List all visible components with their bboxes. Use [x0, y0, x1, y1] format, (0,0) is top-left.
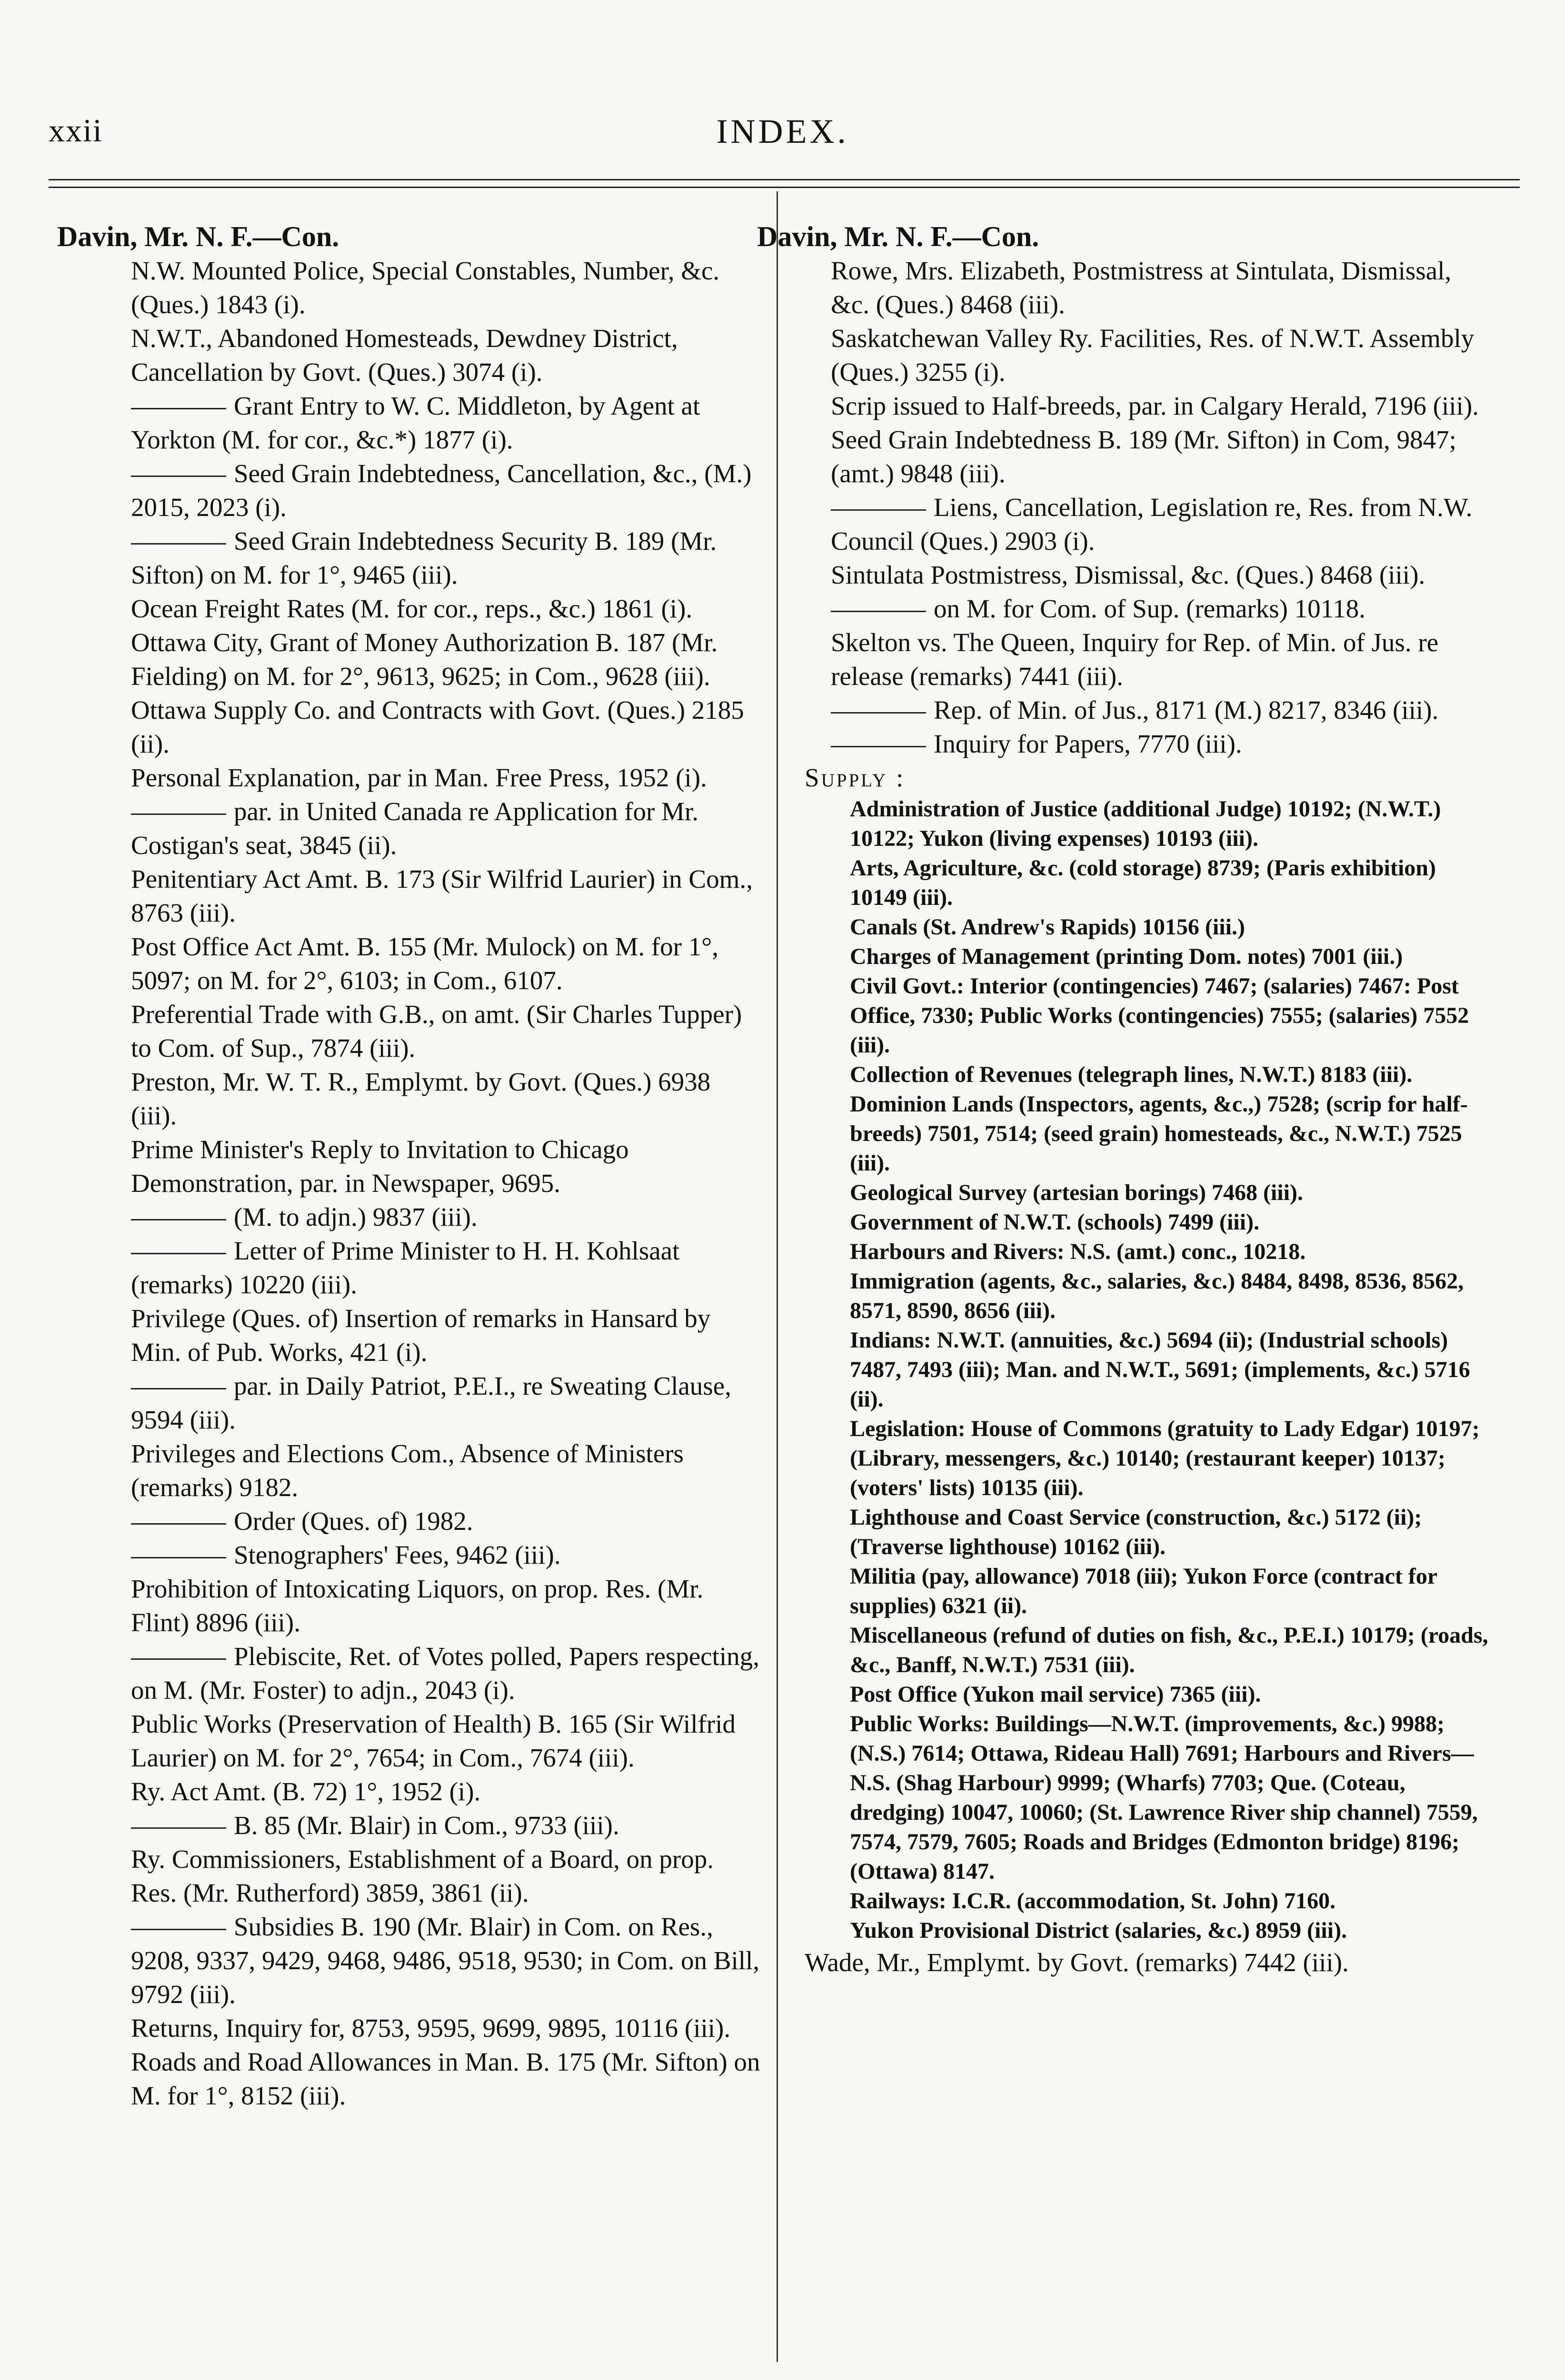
supply-entry	[850, 1060, 1493, 1090]
index-entry	[131, 524, 760, 592]
supply-entry	[850, 1562, 1493, 1621]
right-entries	[831, 254, 1493, 761]
entry-text: Privileges and Elections Com., Absence of Ministers (remarks) 9182.	[131, 1439, 684, 1502]
index-entry	[131, 693, 760, 761]
entry-text: Preferential Trade with G.B., on amt. (Sir Charles Tupper) to Com. of Sup., 7874 (iii).	[131, 1000, 742, 1062]
continuation-dash	[131, 813, 226, 815]
continuation-dash	[131, 1827, 226, 1829]
column-divider	[777, 191, 778, 2362]
entry-text: Ocean Freight Rates (M. for cor., reps., &c.) 1861 (i).	[131, 594, 693, 623]
continuation-dash	[131, 1929, 226, 1930]
supply-entry	[850, 942, 1493, 972]
index-entry	[131, 1538, 760, 1572]
index-entry	[831, 389, 1493, 423]
entry-text: Militia (pay, allowance) 7018 (iii); Yukon Force (contract for supplies) 6321 (ii).	[850, 1564, 1437, 1618]
header-rule-double	[49, 187, 1520, 188]
entry-text: Miscellaneous (refund of duties on fish, &c., P.E.I.) 10179; (roads, &c., Banff, N.W.T.) 7531 (iii).	[850, 1623, 1488, 1677]
page-number: xxii	[49, 112, 103, 149]
entry-text: Sintulata Postmistress, Dismissal, &c. (Ques.) 8468 (iii).	[831, 560, 1425, 589]
index-entry: Wade, Mr., Emplymt. by Govt. (remarks) 7442 (iii).	[805, 1948, 1349, 1977]
continuation-dash	[131, 1658, 226, 1660]
running-title: INDEX.	[716, 112, 849, 150]
index-entry	[131, 2011, 760, 2045]
index-entry	[131, 1572, 760, 1639]
index-entry	[131, 1808, 760, 1842]
supply-entry	[850, 1680, 1493, 1709]
entry-text: Legislation: House of Commons (gratuity to Lady Edgar) 10197; (Library, messengers, &c.) 10140; (restaurant keeper) 10137; (voters' lists) 10135 (iii).	[850, 1416, 1480, 1500]
entry-text: Public Works (Preservation of Health) B. 165 (Sir Wilfrid Laurier) on M. for 2°, 7654; in Com., 7674 (iii).	[131, 1709, 736, 1772]
entry-text: Public Works: Buildings—N.W.T. (improvements, &c.) 9988; (N.S.) 7614; Ottawa, Rideau Hall) 7691; Harbours and Rivers—N.S. (Shag Harbour) 9999; (Wharfs) 7703; Que. (Coteau, dredging) 10047, 10060; (St. Lawrence River ship channel) 7559, 7574, 7579, 7605; Roads and Bridges (Edmonton bridge) 8196; (Ottawa) 8147.	[850, 1711, 1478, 1884]
index-entry	[131, 1369, 760, 1437]
entry-text: Ottawa City, Grant of Money Authorization B. 187 (Mr. Fielding) on M. for 2°, 9613, 9625; in Com., 9628 (iii).	[131, 628, 718, 691]
supply-entry	[850, 912, 1493, 942]
index-entry	[131, 794, 760, 862]
continuation-dash	[831, 746, 926, 747]
entry-text: Seed Grain Indebtedness Security B. 189 (Mr. Sifton) on M. for 1°, 9465 (iii).	[131, 526, 717, 589]
left-entries	[131, 254, 760, 2112]
index-entry	[131, 1234, 760, 1301]
entry-text: Ry. Commissioners, Establishment of a Board, on prop. Res. (Mr. Rutherford) 3859, 3861 (ii).	[131, 1844, 714, 1907]
index-entry	[131, 1301, 760, 1369]
index-entry	[831, 727, 1493, 761]
entry-text: Penitentiary Act Amt. B. 173 (Sir Wilfrid Laurier) in Com., 8763 (iii).	[131, 864, 753, 927]
index-entry	[831, 693, 1493, 727]
supply-entry	[850, 1326, 1493, 1414]
continuation-dash	[131, 476, 226, 477]
continuation-dash	[831, 509, 926, 511]
supply-entry	[850, 1237, 1493, 1267]
index-entry	[131, 1437, 760, 1504]
entry-text: par. in Daily Patriot, P.E.I., re Sweating Clause, 9594 (iii).	[131, 1371, 731, 1434]
entry-text: Liens, Cancellation, Legislation re, Res. from N.W. Council (Ques.) 2903 (i).	[831, 493, 1473, 555]
entry-text: Dominion Lands (Inspectors, agents, &c.,) 7528; (scrip for half-breeds) 7501, 7514; (seed grain) homesteads, &c., N.W.T.) 7525 (iii).	[850, 1091, 1468, 1176]
entry-text: N.W.T., Abandoned Homesteads, Dewdney District, Cancellation by Govt. (Ques.) 3074 (i).	[131, 324, 678, 387]
index-entry	[131, 1200, 760, 1234]
header-rule	[49, 179, 1520, 180]
continuation-dash	[131, 1523, 226, 1525]
entry-text: Railways: I.C.R. (accommodation, St. John) 7160.	[850, 1888, 1336, 1914]
entry-text: Preston, Mr. W. T. R., Emplymt. by Govt. (Ques.) 6938 (iii).	[131, 1067, 711, 1130]
index-entry	[131, 389, 760, 456]
index-entry	[131, 2045, 760, 2112]
entry-text: Grant Entry to W. C. Middleton, by Agent at Yorkton (M. for cor., &c.*) 1877 (i).	[131, 391, 700, 454]
index-entry	[131, 321, 760, 389]
supply-entry	[850, 1208, 1493, 1237]
continuation-dash	[831, 712, 926, 714]
entry-text: Privilege (Ques. of) Insertion of remarks in Hansard by Min. of Pub. Works, 421 (i).	[131, 1304, 711, 1367]
page-header	[0, 112, 1565, 159]
entry-text: par. in United Canada re Application for Mr. Costigan's seat, 3845 (ii).	[131, 797, 699, 860]
index-entry	[131, 1910, 760, 2011]
entry-text: Scrip issued to Half-breeds, par. in Calgary Herald, 7196 (iii).	[831, 391, 1479, 420]
index-entry	[831, 423, 1493, 490]
index-entry	[831, 558, 1493, 592]
entry-text: B. 85 (Mr. Blair) in Com., 9733 (iii).	[234, 1811, 619, 1840]
entry-text: Immigration (agents, &c., salaries, &c.) 8484, 8498, 8536, 8562, 8571, 8590, 8656 (iii).	[850, 1269, 1464, 1323]
entry-text: Harbours and Rivers: N.S. (amt.) conc., 10218.	[850, 1239, 1306, 1264]
entry-text: Post Office Act Amt. B. 155 (Mr. Mulock) on M. for 1°, 5097; on M. for 2°, 6103; in Com., 6107.	[131, 932, 718, 995]
supply-entry	[850, 1178, 1493, 1208]
entry-text: on M. for Com. of Sup. (remarks) 10118.	[934, 594, 1366, 623]
index-entry	[131, 254, 760, 321]
supply-entry	[850, 972, 1493, 1060]
entry-text: Civil Govt.: Interior (contingencies) 7467; (salaries) 7467: Post Office, 7330; Public Works (contingencies) 7555; (salaries) 7552 (iii).	[850, 973, 1469, 1058]
continuation-dash	[131, 408, 226, 409]
entry-text: Prohibition of Intoxicating Liquors, on prop. Res. (Mr. Flint) 8896 (iii).	[131, 1574, 704, 1637]
entry-text: Ry. Act Amt. (B. 72) 1°, 1952 (i).	[131, 1777, 481, 1806]
entry-text: Collection of Revenues (telegraph lines, N.W.T.) 8183 (iii).	[850, 1062, 1413, 1087]
index-entry	[131, 1842, 760, 1910]
index-entry	[831, 625, 1493, 693]
left-column	[57, 220, 760, 2112]
entry-text: Seed Grain Indebtedness, Cancellation, &c., (M.) 2015, 2023 (i).	[131, 459, 752, 522]
continuation-dash	[131, 1219, 226, 1220]
entry-text: Seed Grain Indebtedness B. 189 (Mr. Sifton) in Com, 9847; (amt.) 9848 (iii).	[831, 425, 1456, 488]
index-entry	[131, 930, 760, 997]
entry-text: Order (Ques. of) 1982.	[234, 1507, 473, 1536]
continuation-dash	[131, 1388, 226, 1389]
entry-text: Administration of Justice (additional Judge) 10192; (N.W.T.) 10122; Yukon (living expenses) 10193 (iii).	[850, 796, 1441, 851]
column-heading: Davin, Mr. N. F.—Con.	[57, 221, 339, 252]
entry-text: N.W. Mounted Police, Special Constables, Number, &c. (Ques.) 1843 (i).	[131, 256, 720, 319]
entry-text: Roads and Road Allowances in Man. B. 175 (Mr. Sifton) on M. for 1°, 8152 (iii).	[131, 2047, 760, 2110]
index-entry	[131, 625, 760, 693]
supply-entry	[850, 1709, 1493, 1886]
entry-text: Lighthouse and Coast Service (construction, &c.) 5172 (ii); (Traverse lighthouse) 10162 (iii).	[850, 1505, 1422, 1559]
index-entry	[131, 592, 760, 625]
index-entry	[131, 997, 760, 1065]
supply-entry	[850, 1090, 1493, 1178]
supply-entry	[850, 1916, 1493, 1945]
entry-text: Post Office (Yukon mail service) 7365 (iii).	[850, 1682, 1261, 1707]
entry-text: Ottawa Supply Co. and Contracts with Govt. (Ques.) 2185 (ii).	[131, 695, 744, 758]
supply-entry	[850, 1886, 1493, 1916]
supply-entry	[850, 1621, 1493, 1680]
entry-text: Charges of Management (printing Dom. notes) 7001 (iii.)	[850, 944, 1403, 969]
entry-text: Prime Minister's Reply to Invitation to Chicago Demonstration, par. in Newspaper, 9695.	[131, 1135, 629, 1198]
index-entry	[131, 761, 760, 794]
entry-text: Plebiscite, Ret. of Votes polled, Papers respecting, on M. (Mr. Foster) to adjn., 2043 (i).	[131, 1642, 759, 1705]
index-entry	[831, 490, 1493, 558]
entry-text: Skelton vs. The Queen, Inquiry for Rep. of Min. of Jus. re release (remarks) 7441 (iii).	[831, 628, 1439, 691]
supply-entry	[850, 794, 1493, 853]
entry-text: Letter of Prime Minister to H. H. Kohlsaat (remarks) 10220 (iii).	[131, 1236, 680, 1299]
index-entry	[831, 321, 1493, 389]
index-entry	[131, 1775, 760, 1808]
entry-text: Rep. of Min. of Jus., 8171 (M.) 8217, 8346 (iii).	[934, 695, 1439, 724]
continuation-dash	[831, 611, 926, 612]
entry-text: Canals (St. Andrew's Rapids) 10156 (iii.)	[850, 914, 1245, 940]
entry-text: Geological Survey (artesian borings) 7468 (iii).	[850, 1180, 1303, 1205]
entry-text: Indians: N.W.T. (annuities, &c.) 5694 (ii); (Industrial schools) 7487, 7493 (iii); Man. and N.W.T., 5691; (implements, &c.) 5716 (ii).	[850, 1328, 1470, 1412]
supply-heading: Supply :	[805, 763, 906, 792]
entry-text: Rowe, Mrs. Elizabeth, Postmistress at Sintulata, Dismissal, &c. (Ques.) 8468 (iii).	[831, 256, 1452, 319]
entry-text: Returns, Inquiry for, 8753, 9595, 9699, 9895, 10116 (iii).	[131, 2013, 731, 2043]
entry-text: Subsidies B. 190 (Mr. Blair) in Com. on Res., 9208, 9337, 9429, 9468, 9486, 9518, 9530; in Com. on Bill, 9792 (iii).	[131, 1912, 760, 2009]
right-column	[757, 220, 1493, 1979]
supply-entry	[850, 1267, 1493, 1326]
column-heading: Davin, Mr. N. F.—Con.	[757, 221, 1039, 252]
entry-text: Inquiry for Papers, 7770 (iii).	[934, 729, 1242, 758]
index-entry	[131, 1707, 760, 1775]
index-entry	[831, 592, 1493, 625]
continuation-dash	[131, 1253, 226, 1254]
index-entry	[131, 1132, 760, 1200]
entry-text: Government of N.W.T. (schools) 7499 (iii).	[850, 1210, 1259, 1235]
supply-entry	[850, 1503, 1493, 1562]
entry-text: (M. to adjn.) 9837 (iii).	[234, 1202, 478, 1231]
index-entry	[131, 1504, 760, 1538]
supply-entry	[850, 853, 1493, 912]
entry-text: Yukon Provisional District (salaries, &c.) 8959 (iii).	[850, 1918, 1347, 1943]
index-entry	[131, 862, 760, 930]
continuation-dash	[131, 1557, 226, 1558]
entry-text: Stenographers' Fees, 9462 (iii).	[234, 1540, 561, 1569]
index-entry	[131, 1065, 760, 1132]
supply-entries	[831, 794, 1493, 1945]
entry-text: Saskatchewan Valley Ry. Facilities, Res. of N.W.T. Assembly (Ques.) 3255 (i).	[831, 324, 1475, 387]
supply-entry	[850, 1414, 1493, 1503]
index-entry	[131, 456, 760, 524]
continuation-dash	[131, 543, 226, 545]
entry-text: Personal Explanation, par in Man. Free Press, 1952 (i).	[131, 763, 707, 792]
entry-text: Arts, Agriculture, &c. (cold storage) 8739; (Paris exhibition) 10149 (iii).	[850, 855, 1436, 910]
index-entry	[831, 254, 1493, 321]
index-entry	[131, 1639, 760, 1707]
